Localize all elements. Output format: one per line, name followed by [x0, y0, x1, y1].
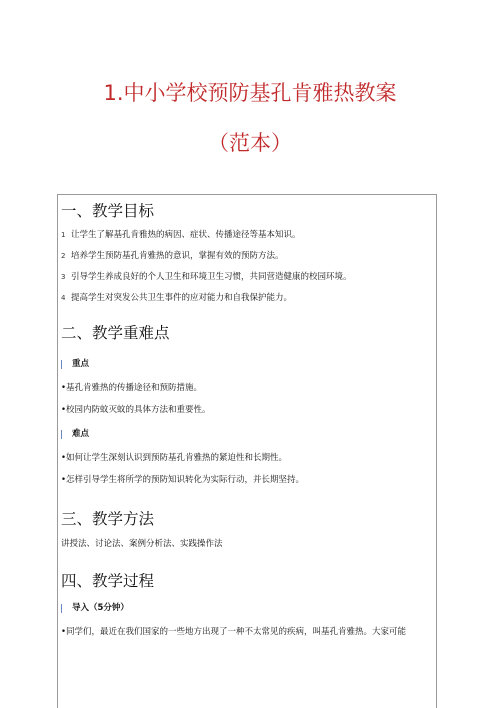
section-heading-key-points: 二、教学重难点 [61, 324, 170, 342]
document-subtitle: （范本） [208, 131, 292, 155]
difficult-label: 难点 [72, 429, 90, 439]
important-item: •校园内防蚊灭蚊的具体方法和重要性。 [61, 405, 211, 415]
important-label: 重点 [72, 359, 90, 369]
goal-text: 引导学生养成良好的个人卫生和环境卫生习惯，共同营造健康的校园环境。 [71, 272, 352, 282]
intro-label: 导入（5分钟） [72, 603, 129, 613]
goal-text: 让学生了解基孔肯雅热的病因、症状、传播途径等基本知识。 [71, 230, 301, 240]
document-title: 1.中小学校预防基孔肯雅热教案 [103, 81, 397, 105]
goal-text: 培养学生预防基孔肯雅热的意识，掌握有效的预防方法。 [71, 251, 284, 261]
intro-text: •同学们，最近在我们国家的一些地方出现了一种不太常见的疾病，叫基孔肯雅热。大家可能 [61, 627, 407, 637]
list-marker-icon [61, 360, 62, 369]
list-marker-icon [61, 430, 62, 439]
goal-number: 1 [61, 231, 66, 239]
section-heading-methods: 三、教学方法 [61, 510, 155, 528]
section-heading-goals: 一、教学目标 [61, 202, 155, 220]
goal-number: 4 [61, 294, 66, 302]
methods-text: 讲授法、讨论法、案例分析法、实践操作法 [61, 539, 223, 549]
goal-number: 2 [61, 252, 66, 260]
list-marker-icon [61, 604, 62, 613]
content-frame [57, 194, 437, 708]
difficult-item: •如何让学生深刻认识到预防基孔肯雅热的紧迫性和长期性。 [61, 453, 288, 463]
goal-number: 3 [61, 273, 66, 281]
important-item: •基孔肯雅热的传播途径和预防措施。 [61, 383, 203, 393]
difficult-item: •怎样引导学生将所学的预防知识转化为实际行动，并长期坚持。 [61, 475, 305, 485]
goal-text: 提高学生对突发公共卫生事件的应对能力和自我保护能力。 [71, 293, 293, 303]
section-heading-process: 四、教学过程 [61, 572, 155, 590]
